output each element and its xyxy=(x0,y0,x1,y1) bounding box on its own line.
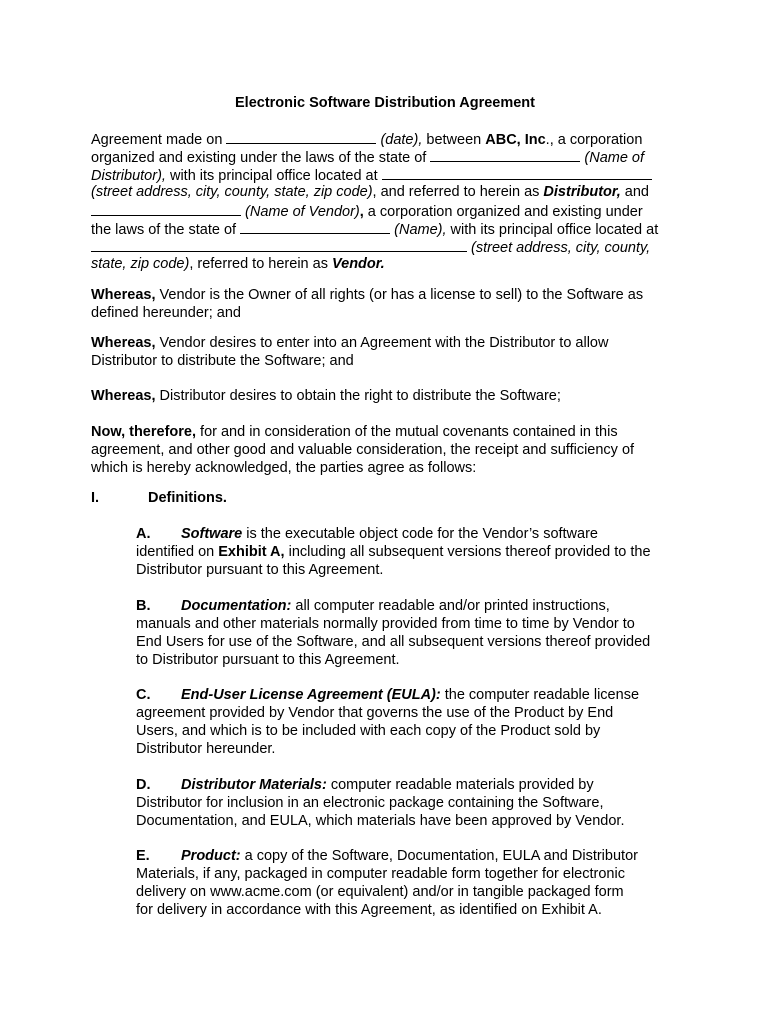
definition-d-line-3: Documentation, and EULA, which materials have been approved by Vendor. xyxy=(136,813,625,829)
intro-line-1 xyxy=(91,129,642,149)
definition-b-line-4: to Distributor pursuant to this Agreement. xyxy=(136,652,400,668)
definition-text: is the executable object code for the Vendor’s software xyxy=(242,526,598,542)
definition-e-line-1 xyxy=(136,847,638,865)
section-number: I. xyxy=(91,490,100,506)
intro-text: Agreement made on xyxy=(91,132,227,148)
document-title: Electronic Software Distribution Agreement xyxy=(235,95,535,111)
definition-text: including all subsequent versions thereof provided to the xyxy=(284,544,651,560)
address-hint: (street address, city, county, xyxy=(467,240,651,256)
definition-b-line-3: End Users for use of the Software, and all subsequent versions thereof provided xyxy=(136,634,651,650)
definition-term: Product: xyxy=(181,848,241,864)
intro-line-8 xyxy=(91,255,385,273)
definition-b-line-1 xyxy=(136,597,610,615)
whereas-2-line-2: Distributor to distribute the Software; and xyxy=(91,353,354,369)
date-blank-field[interactable] xyxy=(226,129,376,144)
definition-c-line-3: Users, and which is to be included with each copy of the Product sold by xyxy=(136,723,601,739)
name-of-distributor-hint: (Name of xyxy=(580,150,645,166)
paragraph-text: Vendor is the Owner of all rights (or has a license to sell) to the Software as xyxy=(155,287,644,303)
definition-e-line-3: delivery on www.acme.com (or equivalent) and/or in tangible packaged form xyxy=(136,884,624,900)
distributor-address-blank-field[interactable] xyxy=(382,165,652,180)
whereas-1-line-1 xyxy=(91,286,643,304)
intro-line-2 xyxy=(91,147,644,167)
now-therefore-line-3: which is hereby acknowledged, the parties agree as follows: xyxy=(91,460,477,476)
whereas-label: Whereas, xyxy=(91,388,156,404)
whereas-2-line-1 xyxy=(91,334,608,352)
intro-text: , and referred to herein as xyxy=(372,184,544,200)
exhibit-reference: Exhibit A, xyxy=(218,544,285,560)
definition-c-line-4: Distributor hereunder. xyxy=(136,741,276,757)
intro-text: with its principal office located at xyxy=(165,168,382,184)
date-hint: (date), xyxy=(376,132,423,148)
definition-c-line-2: agreement provided by Vendor that governs the use of the Product by End xyxy=(136,705,614,721)
now-therefore-label: Now, therefore, xyxy=(91,424,197,440)
distributor-state-blank-field[interactable] xyxy=(430,147,580,162)
vendor-state-blank-field[interactable] xyxy=(240,219,390,234)
definition-number: E. xyxy=(136,848,150,864)
definition-term: Software xyxy=(181,526,243,542)
vendor-name-blank-field[interactable] xyxy=(91,201,241,216)
definition-text: a copy of the Software, Documentation, EULA and Distributor xyxy=(240,848,638,864)
intro-text: the laws of the state of xyxy=(91,222,241,238)
now-therefore-line-2: agreement, and other good and valuable consideration, the receipt and sufficiency of xyxy=(91,442,635,458)
section-title: Definitions. xyxy=(148,490,227,506)
name-hint: (Name), xyxy=(390,222,447,238)
definition-number: D. xyxy=(136,777,151,793)
definition-a-line-3: Distributor pursuant to this Agreement. xyxy=(136,562,384,578)
intro-text: ., a corporation xyxy=(545,132,643,148)
definition-a-line-2 xyxy=(136,543,651,561)
company-name: ABC, Inc xyxy=(485,132,546,148)
definition-e-line-4: for delivery in accordance with this Agreement, as identified on Exhibit A. xyxy=(136,902,602,918)
definition-text: all computer readable and/or printed instructions, xyxy=(291,598,610,614)
intro-line-4 xyxy=(91,183,649,201)
section-heading xyxy=(91,489,227,507)
definition-term: End-User License Agreement (EULA): xyxy=(181,687,441,703)
definition-a-line-1 xyxy=(136,525,598,543)
intro-text: between xyxy=(422,132,486,148)
definition-text: computer readable materials provided by xyxy=(326,777,594,793)
address-hint: state, zip code) xyxy=(91,256,190,272)
intro-text: , xyxy=(359,204,364,220)
intro-line-6 xyxy=(91,219,658,239)
name-of-distributor-hint: Distributor), xyxy=(91,168,166,184)
whereas-1-line-2: defined hereunder; and xyxy=(91,305,241,321)
whereas-3-line-1 xyxy=(91,387,561,405)
whereas-label: Whereas, xyxy=(91,287,156,303)
paragraph-text: Vendor desires to enter into an Agreement with the Distributor to allow xyxy=(155,335,609,351)
definition-term: Documentation: xyxy=(181,598,292,614)
intro-text: , referred to herein as xyxy=(189,256,332,272)
definition-term: Distributor Materials: xyxy=(181,777,327,793)
definition-text: identified on xyxy=(136,544,219,560)
name-of-vendor-hint: (Name of Vendor) xyxy=(241,204,360,220)
definition-number: A. xyxy=(136,526,151,542)
definition-number: C. xyxy=(136,687,151,703)
intro-text: organized and existing under the laws of the state of xyxy=(91,150,431,166)
now-therefore-line-1 xyxy=(91,423,618,441)
definition-text: the computer readable license xyxy=(440,687,640,703)
vendor-address-blank-field[interactable] xyxy=(91,237,467,252)
definition-d-line-2: Distributor for inclusion in an electronic package containing the Software, xyxy=(136,795,604,811)
definition-number: B. xyxy=(136,598,151,614)
address-hint: (street address, city, county, state, zip code) xyxy=(91,184,373,200)
intro-text: a corporation organized and existing under xyxy=(363,204,643,220)
intro-line-3 xyxy=(91,165,652,185)
intro-line-5 xyxy=(91,201,643,221)
intro-text: with its principal office located at xyxy=(446,222,659,238)
definition-b-line-2: manuals and other materials normally provided from time to time by Vendor to xyxy=(136,616,635,632)
paragraph-text: Distributor desires to obtain the right to distribute the Software; xyxy=(155,388,561,404)
paragraph-text: for and in consideration of the mutual covenants contained in this xyxy=(196,424,618,440)
whereas-label: Whereas, xyxy=(91,335,156,351)
definition-c-line-1 xyxy=(136,686,639,704)
vendor-term: Vendor. xyxy=(332,256,385,272)
intro-line-7 xyxy=(91,237,650,257)
distributor-term: Distributor, xyxy=(543,184,621,200)
definition-d-line-1 xyxy=(136,776,594,794)
definition-e-line-2: Materials, if any, packaged in computer readable form together for electronic xyxy=(136,866,625,882)
intro-text: and xyxy=(620,184,649,200)
